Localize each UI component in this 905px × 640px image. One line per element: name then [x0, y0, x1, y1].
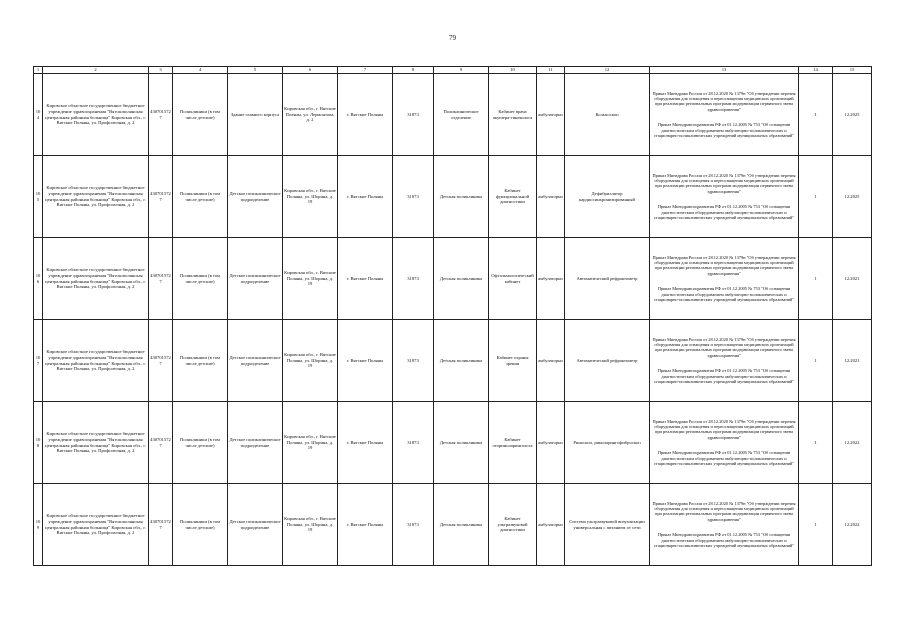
- cabinet-cell: Кабинет оториноларинголога: [489, 402, 537, 484]
- organization-cell: Кировское областное государственное бюджетное учреждение здравоохранения "Вятскополянская центральная районная больница" Кировская обл., г. Вятские Поляны, ул. Профсоюзная, д. 2: [43, 320, 149, 402]
- inn-cell: 4307015727: [149, 238, 173, 320]
- quantity-cell: 1: [799, 238, 833, 320]
- inn-cell: 4307015727: [149, 74, 173, 156]
- profile-cell: Поликлиники (в том числе детские): [173, 156, 228, 238]
- care-type-cell: амбулаторно: [537, 320, 565, 402]
- care-type-cell: амбулаторно: [537, 238, 565, 320]
- cabinet-cell: Кабинет функциональной диагностики: [489, 156, 537, 238]
- organization-cell: Кировское областное государственное бюджетное учреждение здравоохранения "Вятскополянская центральная районная больница" Кировская обл., г. Вятские Поляны, ул. Профсоюзная, д. 2: [43, 238, 149, 320]
- legal-basis-cell: [650, 402, 799, 484]
- equipment-cell: Кольпоскоп: [565, 74, 650, 156]
- building-cell: Детское поликлиническое подразделение: [228, 402, 283, 484]
- address-cell: Кировская обл., г. Вятские Поляны, ул. Шорина, д. 19: [283, 238, 338, 320]
- locality-cell: г. Вятские Поляны: [338, 238, 393, 320]
- locality-cell: г. Вятские Поляны: [338, 74, 393, 156]
- legal-basis-order-753: Приказ Минздравсоцразвития РФ от 01.12.2005 № 753 "Об оснащении диагностическим оборудованием амбулаторно-поликлинических и стационарно-поликлинических учреждений муниципальных образований": [653, 368, 795, 385]
- column-number: 13: [650, 67, 799, 74]
- department-cell: Детская поликлиника: [434, 484, 489, 566]
- department-cell: Детская поликлиника: [434, 320, 489, 402]
- equipment-cell: Автоматический рефрактометр: [565, 320, 650, 402]
- equipment-cell: Риноскоп, риноларингофиброскоп: [565, 402, 650, 484]
- legal-basis-cell: [650, 320, 799, 402]
- quantity-cell: 1: [799, 402, 833, 484]
- legal-basis-cell: [650, 156, 799, 238]
- organization-cell: Кировское областное государственное бюджетное учреждение здравоохранения "Вятскополянская центральная районная больница" Кировская обл., г. Вятские Поляны, ул. Профсоюзная, д. 2: [43, 156, 149, 238]
- row-number: 106: [34, 238, 43, 320]
- column-number: 5: [228, 67, 283, 74]
- legal-basis-cell: [650, 484, 799, 566]
- profile-cell: Поликлиники (в том числе детские): [173, 74, 228, 156]
- row-number: 108: [34, 402, 43, 484]
- legal-basis-order-1379n: Приказ Минздрава России от 28.12.2020 № 1379н "Об утверждении перечня оборудования для оснащения и переоснащения медицинских организаций при реализации региональных программ модернизации первичного звена здравоохранения": [652, 172, 796, 194]
- paragraph-gap: [651, 522, 797, 532]
- row-number: 104: [34, 74, 43, 156]
- building-cell: Детское поликлиническое подразделение: [228, 484, 283, 566]
- table-row: [34, 484, 872, 566]
- page-number: 79: [449, 34, 456, 42]
- date-cell: 12.2022: [833, 484, 872, 566]
- date-cell: 12.2021: [833, 238, 872, 320]
- row-number: 109: [34, 484, 43, 566]
- address-cell: Кировская обл., г. Вятские Поляны, ул. Шорина, д. 19: [283, 320, 338, 402]
- paragraph-gap: [651, 358, 797, 368]
- code-cell: 31873: [393, 74, 434, 156]
- table-row: [34, 402, 872, 484]
- quantity-cell: 1: [799, 320, 833, 402]
- column-number: 1: [34, 67, 43, 74]
- column-number: 3: [149, 67, 173, 74]
- table-row: [34, 238, 872, 320]
- department-cell: Детская поликлиника: [434, 156, 489, 238]
- legal-basis-order-1379n: Приказ Минздрава России от 28.12.2020 № 1379н "Об утверждении перечня оборудования для оснащения и переоснащения медицинских организаций при реализации региональных программ модернизации первичного звена здравоохранения": [652, 336, 796, 358]
- legal-basis-cell: [650, 74, 799, 156]
- column-number: 8: [393, 67, 434, 74]
- column-number: 10: [489, 67, 537, 74]
- date-cell: 12.2022: [833, 402, 872, 484]
- profile-cell: Поликлиники (в том числе детские): [173, 402, 228, 484]
- department-cell: Поликлиническое отделение: [434, 74, 489, 156]
- column-number: 15: [833, 67, 872, 74]
- address-cell: Кировская обл., г. Вятские Поляны, ул. Шорина, д. 19: [283, 484, 338, 566]
- profile-cell: Поликлиники (в том числе детские): [173, 484, 228, 566]
- organization-cell: Кировское областное государственное бюджетное учреждение здравоохранения "Вятскополянская центральная районная больница" Кировская обл., г. Вятские Поляны, ул. Профсоюзная, д. 2: [43, 484, 149, 566]
- building-cell: Детское поликлиническое подразделение: [228, 320, 283, 402]
- column-number-row: [34, 67, 872, 74]
- department-cell: Детская поликлиника: [434, 402, 489, 484]
- equipment-cell: Дефибриллятор кардиосинхронизированный: [565, 156, 650, 238]
- table-row: [34, 156, 872, 238]
- legal-basis-order-1379n: Приказ Минздрава России от 28.12.2020 № 1379н "Об утверждении перечня оборудования для оснащения и переоснащения медицинских организаций при реализации региональных программ модернизации первичного звена здравоохранения": [652, 90, 796, 112]
- locality-cell: г. Вятские Поляны: [338, 484, 393, 566]
- care-type-cell: амбулаторно: [537, 484, 565, 566]
- date-cell: 12.2025: [833, 156, 872, 238]
- legal-basis-cell: [650, 238, 799, 320]
- building-cell: Детское поликлиническое подразделение: [228, 238, 283, 320]
- inn-cell: 4307015727: [149, 320, 173, 402]
- locality-cell: г. Вятские Поляны: [338, 156, 393, 238]
- legal-basis-order-753: Приказ Минздравсоцразвития РФ от 01.12.2005 № 753 "Об оснащении диагностическим оборудованием амбулаторно-поликлинических и стационарно-поликлинических учреждений муниципальных образований": [653, 204, 795, 221]
- quantity-cell: 1: [799, 484, 833, 566]
- inn-cell: 4307015727: [149, 402, 173, 484]
- care-type-cell: амбулаторно: [537, 156, 565, 238]
- code-cell: 31873: [393, 402, 434, 484]
- legal-basis-order-753: Приказ Минздравсоцразвития РФ от 01.12.2005 № 753 "Об оснащении диагностическим оборудованием амбулаторно-поликлинических и стационарно-поликлинических учреждений муниципальных образований": [653, 450, 795, 467]
- code-cell: 31873: [393, 238, 434, 320]
- column-number: 2: [43, 67, 149, 74]
- column-number: 7: [338, 67, 393, 74]
- legal-basis-order-753: Приказ Минздравсоцразвития РФ от 01.12.2005 № 753 "Об оснащении диагностическим оборудованием амбулаторно-поликлинических и стационарно-поликлинических учреждений муниципальных образований": [653, 532, 795, 549]
- equipment-cell: Система ультразвуковой визуализации универсальная с питанием от сети: [565, 484, 650, 566]
- profile-cell: Поликлиники (в том числе детские): [173, 320, 228, 402]
- column-number: 12: [565, 67, 650, 74]
- column-number: 11: [537, 67, 565, 74]
- cabinet-cell: Кабинет охраны зрения: [489, 320, 537, 402]
- equipment-cell: Автоматический рефрактометр: [565, 238, 650, 320]
- legal-basis-order-753: Приказ Минздравсоцразвития РФ от 01.12.2005 № 753 "Об оснащении диагностическим оборудованием амбулаторно-поликлинических и стационарно-поликлинических учреждений муниципальных образований": [653, 286, 795, 303]
- legal-basis-order-1379n: Приказ Минздрава России от 28.12.2020 № 1379н "Об утверждении перечня оборудования для оснащения и переоснащения медицинских организаций при реализации региональных программ модернизации первичного звена здравоохранения": [652, 418, 796, 440]
- paragraph-gap: [651, 112, 797, 122]
- row-number: 105: [34, 156, 43, 238]
- department-cell: Детская поликлиника: [434, 238, 489, 320]
- quantity-cell: 1: [799, 74, 833, 156]
- legal-basis-order-1379n: Приказ Минздрава России от 28.12.2020 № 1379н "Об утверждении перечня оборудования для оснащения и переоснащения медицинских организаций при реализации региональных программ модернизации первичного звена здравоохранения": [652, 500, 796, 522]
- quantity-cell: 1: [799, 156, 833, 238]
- column-number: 14: [799, 67, 833, 74]
- date-cell: 12.2021: [833, 320, 872, 402]
- locality-cell: г. Вятские Поляны: [338, 320, 393, 402]
- care-type-cell: амбулаторно: [537, 74, 565, 156]
- code-cell: 31873: [393, 320, 434, 402]
- column-number: 6: [283, 67, 338, 74]
- care-type-cell: амбулаторно: [537, 402, 565, 484]
- column-number: 4: [173, 67, 228, 74]
- row-number: 107: [34, 320, 43, 402]
- inn-cell: 4307015727: [149, 156, 173, 238]
- address-cell: Кировская обл., г. Вятские Поляны, ул. Шорина, д. 19: [283, 402, 338, 484]
- paragraph-gap: [651, 440, 797, 450]
- table-row: [34, 74, 872, 156]
- date-cell: 12.2025: [833, 74, 872, 156]
- code-cell: 31873: [393, 484, 434, 566]
- organization-cell: Кировское областное государственное бюджетное учреждение здравоохранения "Вятскополянская центральная районная больница" Кировская обл., г. Вятские Поляны, ул. Профсоюзная, д. 2: [43, 402, 149, 484]
- cabinet-cell: Офтальмологический кабинет: [489, 238, 537, 320]
- paragraph-gap: [651, 194, 797, 204]
- organization-cell: Кировское областное государственное бюджетное учреждение здравоохранения "Вятскополянская центральная районная больница" Кировская обл., г. Вятские Поляны, ул. Профсоюзная, д. 2: [43, 74, 149, 156]
- code-cell: 31873: [393, 156, 434, 238]
- profile-cell: Поликлиники (в том числе детские): [173, 238, 228, 320]
- address-cell: Кировская обл., г. Вятские Поляны, ул. Лермонтова, д. 2: [283, 74, 338, 156]
- legal-basis-order-753: Приказ Минздравсоцразвития РФ от 01.12.2005 № 753 "Об оснащении диагностическим оборудованием амбулаторно-поликлинических и стационарно-поликлинических учреждений муниципальных образований": [653, 122, 795, 139]
- inn-cell: 4307015727: [149, 484, 173, 566]
- address-cell: Кировская обл., г. Вятские Поляны, ул. Шорина, д. 19: [283, 156, 338, 238]
- table-row: [34, 320, 872, 402]
- cabinet-cell: Кабинет ультразвуковой диагностики: [489, 484, 537, 566]
- building-cell: Детское поликлиническое подразделение: [228, 156, 283, 238]
- cabinet-cell: Кабинет врача акушера-гинеколога: [489, 74, 537, 156]
- column-number: 9: [434, 67, 489, 74]
- paragraph-gap: [651, 276, 797, 286]
- building-cell: Здание главного корпуса: [228, 74, 283, 156]
- equipment-table: [33, 66, 872, 566]
- legal-basis-order-1379n: Приказ Минздрава России от 28.12.2020 № 1379н "Об утверждении перечня оборудования для оснащения и переоснащения медицинских организаций при реализации региональных программ модернизации первичного звена здравоохранения": [652, 254, 796, 276]
- locality-cell: г. Вятские Поляны: [338, 402, 393, 484]
